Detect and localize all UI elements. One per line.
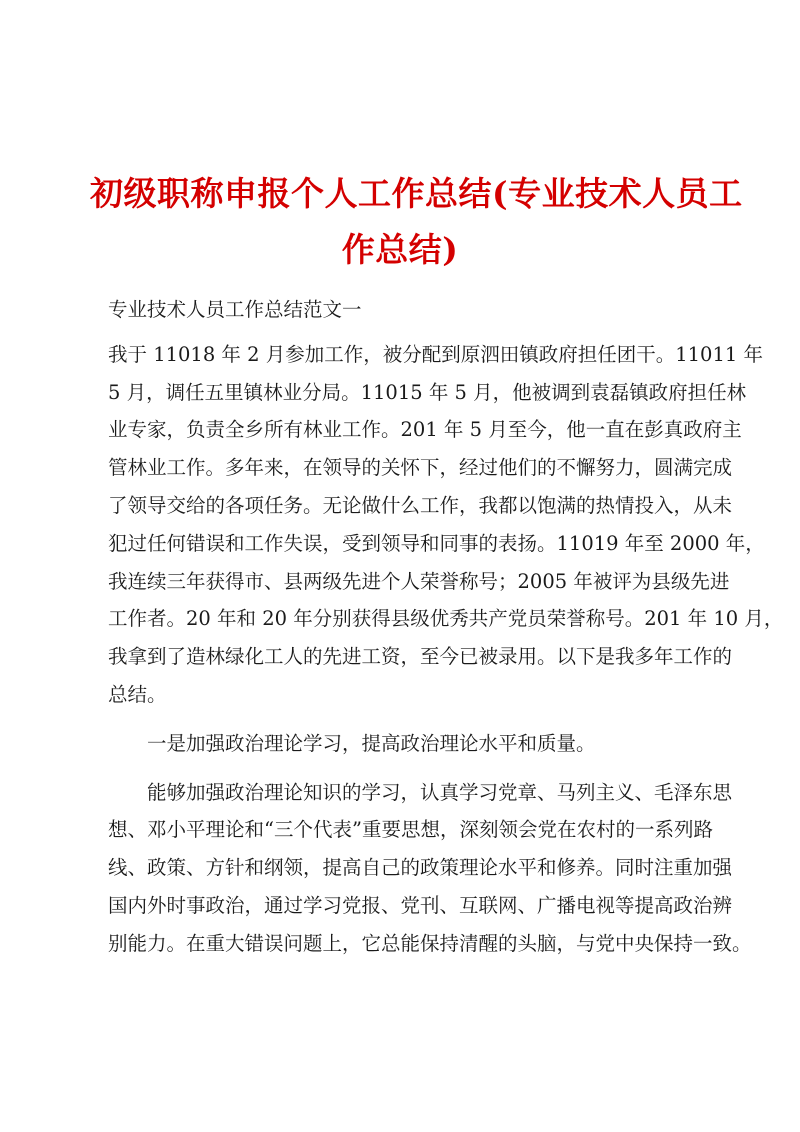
document-title xyxy=(90,166,743,278)
section-heading: 一是加强政治理论学习，提高政治理论水平和质量。 xyxy=(147,731,596,755)
paragraph-line: 想、邓小平理论和“三个代表”重要思想，深刻领会党在农村的一系列路 xyxy=(108,818,713,842)
subtitle: 专业技术人员工作总结范文一 xyxy=(108,298,362,321)
paragraph-line: 5 月，调任五里镇林业分局。11015 年 5 月，他被调到袁磊镇政府担任林 xyxy=(108,380,747,404)
paragraph-1 xyxy=(108,336,784,714)
paragraph-line: 业专家，负责全乡所有林业工作。201 年 5 月至今，他一直在彭真政府主 xyxy=(108,418,742,442)
paragraph-line: 管林业工作。多年来，在领导的关怀下，经过他们的不懈努力，圆满完成 xyxy=(108,456,733,480)
paragraph-line: 工作者。20 年和 20 年分别获得县级优秀共产党员荣誉称号。201 年 10 月， xyxy=(108,607,784,631)
paragraph-line: 线、政策、方针和纲领，提高自己的政策理论水平和修养。同时注重加强 xyxy=(108,856,733,880)
paragraph-2 xyxy=(108,774,752,963)
paragraph-line: 我连续三年获得市、县两级先进个人荣誉称号；2005 年被评为县级先进 xyxy=(108,569,730,593)
paragraph-line: 能够加强政治理论知识的学习，认真学习党章、马列主义、毛泽东思 xyxy=(147,780,733,804)
paragraph-line: 我于 11018 年 2 月参加工作，被分配到原泗田镇政府担任团干。11011 年 xyxy=(108,342,763,366)
paragraph-line: 犯过任何错误和工作失误，受到领导和同事的表扬。11019 年至 2000 年， xyxy=(108,531,765,555)
paragraph-line: 了领导交给的各项任务。无论做什么工作，我都以饱满的热情投入，从未 xyxy=(108,493,733,517)
title-line: 作总结) xyxy=(341,230,459,269)
paragraph-line: 我拿到了造林绿化工人的先进工资，至今已被录用。以下是我多年工作的 xyxy=(108,645,733,669)
paragraph-line: 国内外时事政治，通过学习党报、党刊、互联网、广播电视等提高政治辨 xyxy=(108,893,733,917)
paragraph-line: 别能力。在重大错误问题上，它总能保持清醒的头脑，与党中央保持一致。 xyxy=(108,931,752,955)
title-line: 初级职称申报个人工作总结(专业技术人员工 xyxy=(90,174,743,213)
paragraph-line: 总结。 xyxy=(108,682,167,706)
document-body xyxy=(108,291,784,963)
